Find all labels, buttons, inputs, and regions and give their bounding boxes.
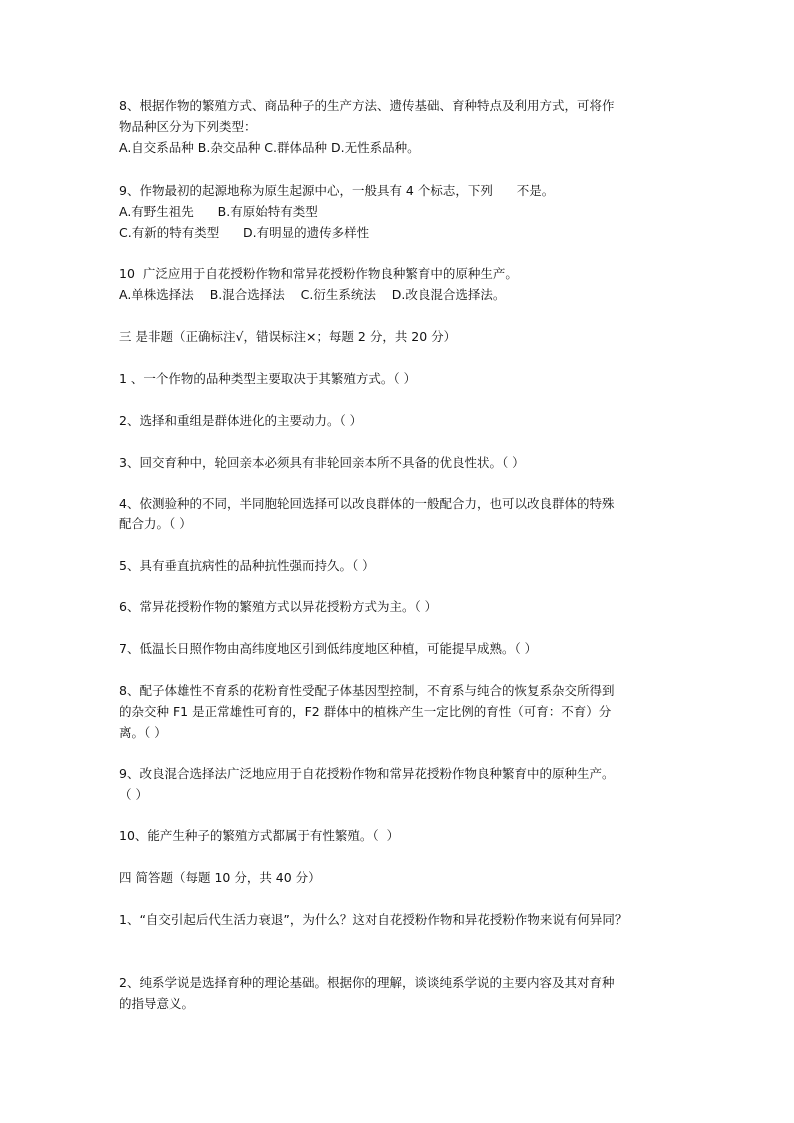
section4-item-2-line1: 2、纯系学说是选择育种的理论基础。根据你的理解，谈谈纯系学说的主要内容及其对育种 xyxy=(119,975,615,990)
section3-item-4-line1: 4、依测验种的不同，半同胞轮回选择可以改良群体的一般配合力，也可以改良群体的特殊 xyxy=(119,496,615,511)
q10-stem: 10 广泛应用于自花授粉作物和常异花授粉作物良种繁育中的原种生产。 xyxy=(119,266,518,281)
section3-item-8-line1: 8、配子体雄性不育系的花粉育性受配子体基因型控制，不育系与纯合的恢复系杂交所得到 xyxy=(119,683,615,698)
section3-item-9-line1: 9、改良混合选择法广泛地应用于自花授粉作物和常异花授粉作物良种繁育中的原种生产。 xyxy=(119,766,615,781)
q8-options: A.自交系品种 B.杂交品种 C.群体品种 D.无性系品种。 xyxy=(119,140,420,155)
section3-item-4-line2: 配合力。（ ） xyxy=(119,516,192,531)
section3-item-3: 3、回交育种中，轮回亲本必须具有非轮回亲本所不具备的优良性状。（ ） xyxy=(119,455,525,470)
section4-item-1: 1、“自交引起后代生活力衰退”，为什么？这对自花授粉作物和异花授粉作物来说有何异同？ xyxy=(119,912,628,927)
q9-stem: 9、作物最初的起源地称为原生起源中心，一般具有 4 个标志，下列 不是。 xyxy=(119,183,555,198)
section3-item-10: 10、能产生种子的繁殖方式都属于有性繁殖。（ ） xyxy=(119,828,400,843)
section3-item-2: 2、选择和重组是群体进化的主要动力。（ ） xyxy=(119,413,363,428)
section3-item-8-line2: 的杂交种 F1 是正常雄性可育的，F2 群体中的植株产生一定比例的育性（可育：不育）分 xyxy=(119,704,612,719)
section4-heading: 四 简答题（每题 10 分，共 40 分） xyxy=(119,870,321,885)
section3-item-9-line2: （ ） xyxy=(119,787,148,802)
section3-item-6: 6、常异花授粉作物的繁殖方式以异花授粉方式为主。（ ） xyxy=(119,599,438,614)
q9-options-line1: A.有野生祖先 B.有原始特有类型 xyxy=(119,204,318,219)
section3-item-1: 1 、一个作物的品种类型主要取决于其繁殖方式。（ ） xyxy=(119,371,417,386)
q8-stem-line2: 物品种区分为下列类型： xyxy=(119,119,257,134)
q8-stem-line1: 8、根据作物的繁殖方式、商品种子的生产方法、遗传基础、育种特点及利用方式，可将作 xyxy=(119,98,615,113)
q10-options: A.单株选择法 B.混合选择法 C.衍生系统法 D.改良混合选择法。 xyxy=(119,287,506,302)
section3-heading: 三 是非题（正确标注√，错误标注×；每题 2 分，共 20 分） xyxy=(119,329,457,344)
section3-item-8-line3: 离。（ ） xyxy=(119,725,167,740)
section3-item-7: 7、低温长日照作物由高纬度地区引到低纬度地区种植，可能提早成熟。（ ） xyxy=(119,641,538,656)
section4-item-2-line2: 的指导意义。 xyxy=(119,996,195,1011)
section3-item-5: 5、具有垂直抗病性的品种抗性强而持久。（ ） xyxy=(119,558,375,573)
q9-options-line2: C.有新的特有类型 D.有明显的遗传多样性 xyxy=(119,225,370,240)
